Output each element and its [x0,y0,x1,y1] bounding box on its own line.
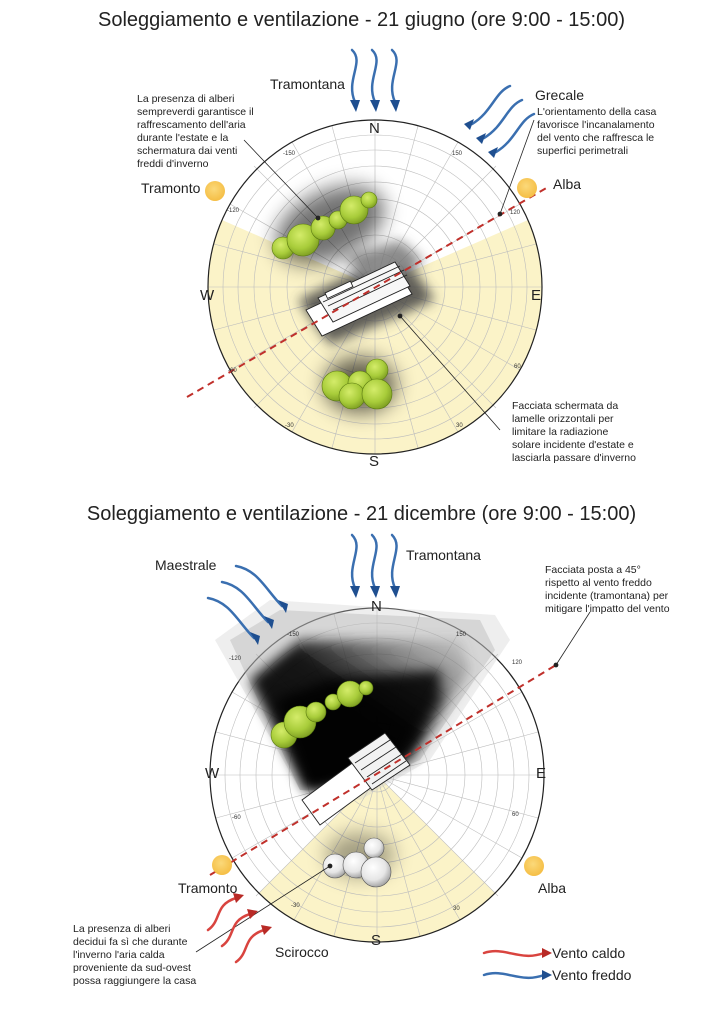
winter-sunset-label: Tramonto [178,880,238,896]
summer-tick-m120: -120 [227,208,240,214]
winter-scirocco-arrows [208,898,264,962]
summer-sunset-sun [205,181,225,201]
winter-maestrale-label: Maestrale [155,557,217,573]
legend-cold-label: Vento freddo [552,967,632,983]
summer-grecale-label: Grecale [535,87,585,103]
winter-tick-m120: -120 [229,656,242,662]
winter-east-label: E [536,765,547,782]
summer-east-label: E [531,287,542,304]
summer-south-label: S [369,453,380,470]
summer-tick-30: 30 [456,423,463,429]
summer-sunrise-label: Alba [553,176,582,192]
summer-tick-m30: -30 [285,423,294,429]
legend-warm-arrow [484,951,544,956]
winter-tick-120: 120 [512,660,523,666]
winter-tick-150: 150 [456,632,467,638]
winter-sunset-sun [212,855,232,875]
legend-graphics [484,948,552,980]
summer-tick-150: 150 [452,151,463,157]
winter-sunrise-label: Alba [538,880,567,896]
winter-tick-60: 60 [512,812,519,818]
summer-title: Soleggiamento e ventilazione - 21 giugno (ore 9:00 - 15:00) [97,9,625,31]
winter-tick-30: 30 [453,906,460,912]
winter-south-label: S [371,932,382,949]
winter-tramontana-label: Tramontana [406,547,481,563]
summer-sunset-label: Tramonto [141,180,201,196]
winter-north-label: N [371,598,382,615]
winter-tramontana-heads [350,586,400,598]
winter-note-facade: Facciata posta a 45° rispetto al vento freddo incidente (tramontana) per mitigare l'impatto del vento [545,564,670,615]
winter-tramontana-arrows [352,535,397,588]
winter-diagram [196,535,590,962]
winter-tick-m60: -60 [232,815,241,821]
summer-note-orientation: L'orientamento della casa favorisce l'incanalamento del vento che raffresca le superfici perimetrali [537,106,657,157]
legend-warm-label: Vento caldo [552,945,626,961]
winter-sunrise-sun [524,856,544,876]
summer-tramontana-arrows [352,50,397,102]
winter-note-trees: La presenza di alberi decidui fa sì che durante l'inverno l'aria calda proveniente da sud-ovest possa raggiungere la casa [73,923,197,987]
winter-scirocco-label: Scirocco [275,944,329,960]
summer-tick-60: 60 [514,364,521,370]
summer-north-label: N [369,120,380,137]
summer-note-facade: Facciata schermata da lamelle orizzontali per limitare la radiazione solare incidente d'estate e lasciarla passare d'inverno [512,400,636,464]
legend-cold-arrow [484,973,544,978]
summer-tick-120: 120 [510,210,521,216]
summer-grecale-heads [464,119,498,158]
summer-tick-m150: -150 [283,151,296,157]
winter-west-label: W [205,765,220,782]
winter-title: Soleggiamento e ventilazione - 21 dicembre (ore 9:00 - 15:00) [86,503,637,525]
summer-tick-m60: -60 [228,368,237,374]
summer-tramontana-label: Tramontana [270,76,345,92]
winter-tick-m30: -30 [291,903,300,909]
summer-note-trees: La presenza di alberi sempreverdi garantisce il raffrescamento dell'aria durante l'estate e la schermatura dai venti freddi d'inverno [137,93,254,170]
summer-west-label: W [200,287,215,304]
summer-sunrise-sun [517,178,537,198]
winter-tick-m150: -150 [287,632,300,638]
summer-tramontana-heads [350,100,400,112]
